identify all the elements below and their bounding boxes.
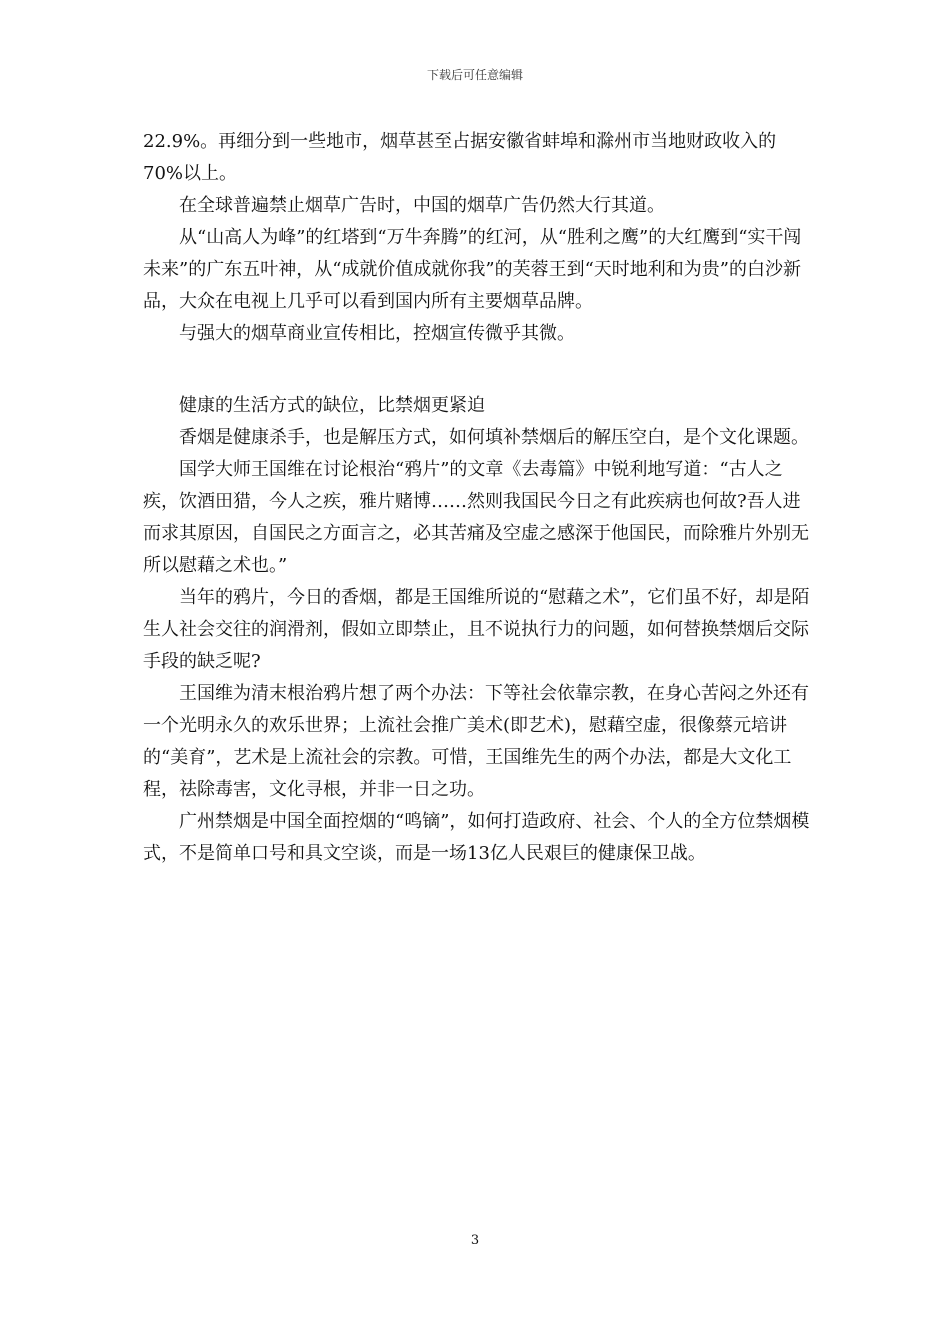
paragraph: 香烟是健康杀手，也是解压方式，如何填补禁烟后的解压空白，是个文化课题。 [179, 427, 809, 448]
section-heading: 健康的生活方式的缺位，比禁烟更紧迫 [179, 395, 485, 416]
paragraph: 王国维为清末根治鸦片想了两个办法：下等社会依靠宗教，在身心苦闷之外还有一个光明永久的欢乐世界；上流社会推广美术(即艺术)，慰藉空虚，很像蔡元培讲的“美育”，艺术是上流社会的宗教。可惜，王国维先生的两个办法，都是大文化工程，祛除毒害，文化寻根，并非一日之功。 [143, 683, 809, 800]
paragraph: 国学大师王国维在讨论根治“鸦片”的文章《去毒篇》中锐利地写道：“古人之疾，饮酒田猎，今人之疾，雅片赌博……然则我国民今日之有此疾病也何故?吾人进而求其原因，自国民之方面言之，必其苦痛及空虚之感深于他国民，而除雅片外别无所以慰藉之术也。” [143, 459, 809, 576]
document-body [143, 126, 815, 870]
paragraph: 当年的鸦片，今日的香烟，都是王国维所说的“慰藉之术”，它们虽不好，却是陌生人社会交往的润滑剂，假如立即禁止，且不说执行力的问题，如何替换禁烟后交际手段的缺乏呢? [143, 587, 810, 672]
page-number: 3 [470, 1233, 480, 1248]
paragraph: 与强大的烟草商业宣传相比，控烟宣传微乎其微。 [179, 323, 575, 344]
page-header: 下载后可任意编辑 [426, 68, 523, 82]
paragraph: 广州禁烟是中国全面控烟的“鸣镝”，如何打造政府、社会、个人的全方位禁烟模式，不是简单口号和具文空谈，而是一场13亿人民艰巨的健康保卫战。 [143, 811, 810, 864]
paragraph: 从“山高人为峰”的红塔到“万牛奔腾”的红河，从“胜利之鹰”的大红鹰到“实干闯未来”的广东五叶神，从“成就价值成就你我”的芙蓉王到“天时地利和为贵”的白沙新品，大众在电视上几乎可以看到国内所有主要烟草品牌。 [143, 227, 802, 312]
paragraph: 在全球普遍禁止烟草广告时，中国的烟草广告仍然大行其道。 [179, 195, 665, 216]
section-gap [143, 350, 815, 390]
paragraph-continued: 22.9%。再细分到一些地市，烟草甚至占据安徽省蚌埠和滁州市当地财政收入的70%以上。 [143, 131, 777, 184]
